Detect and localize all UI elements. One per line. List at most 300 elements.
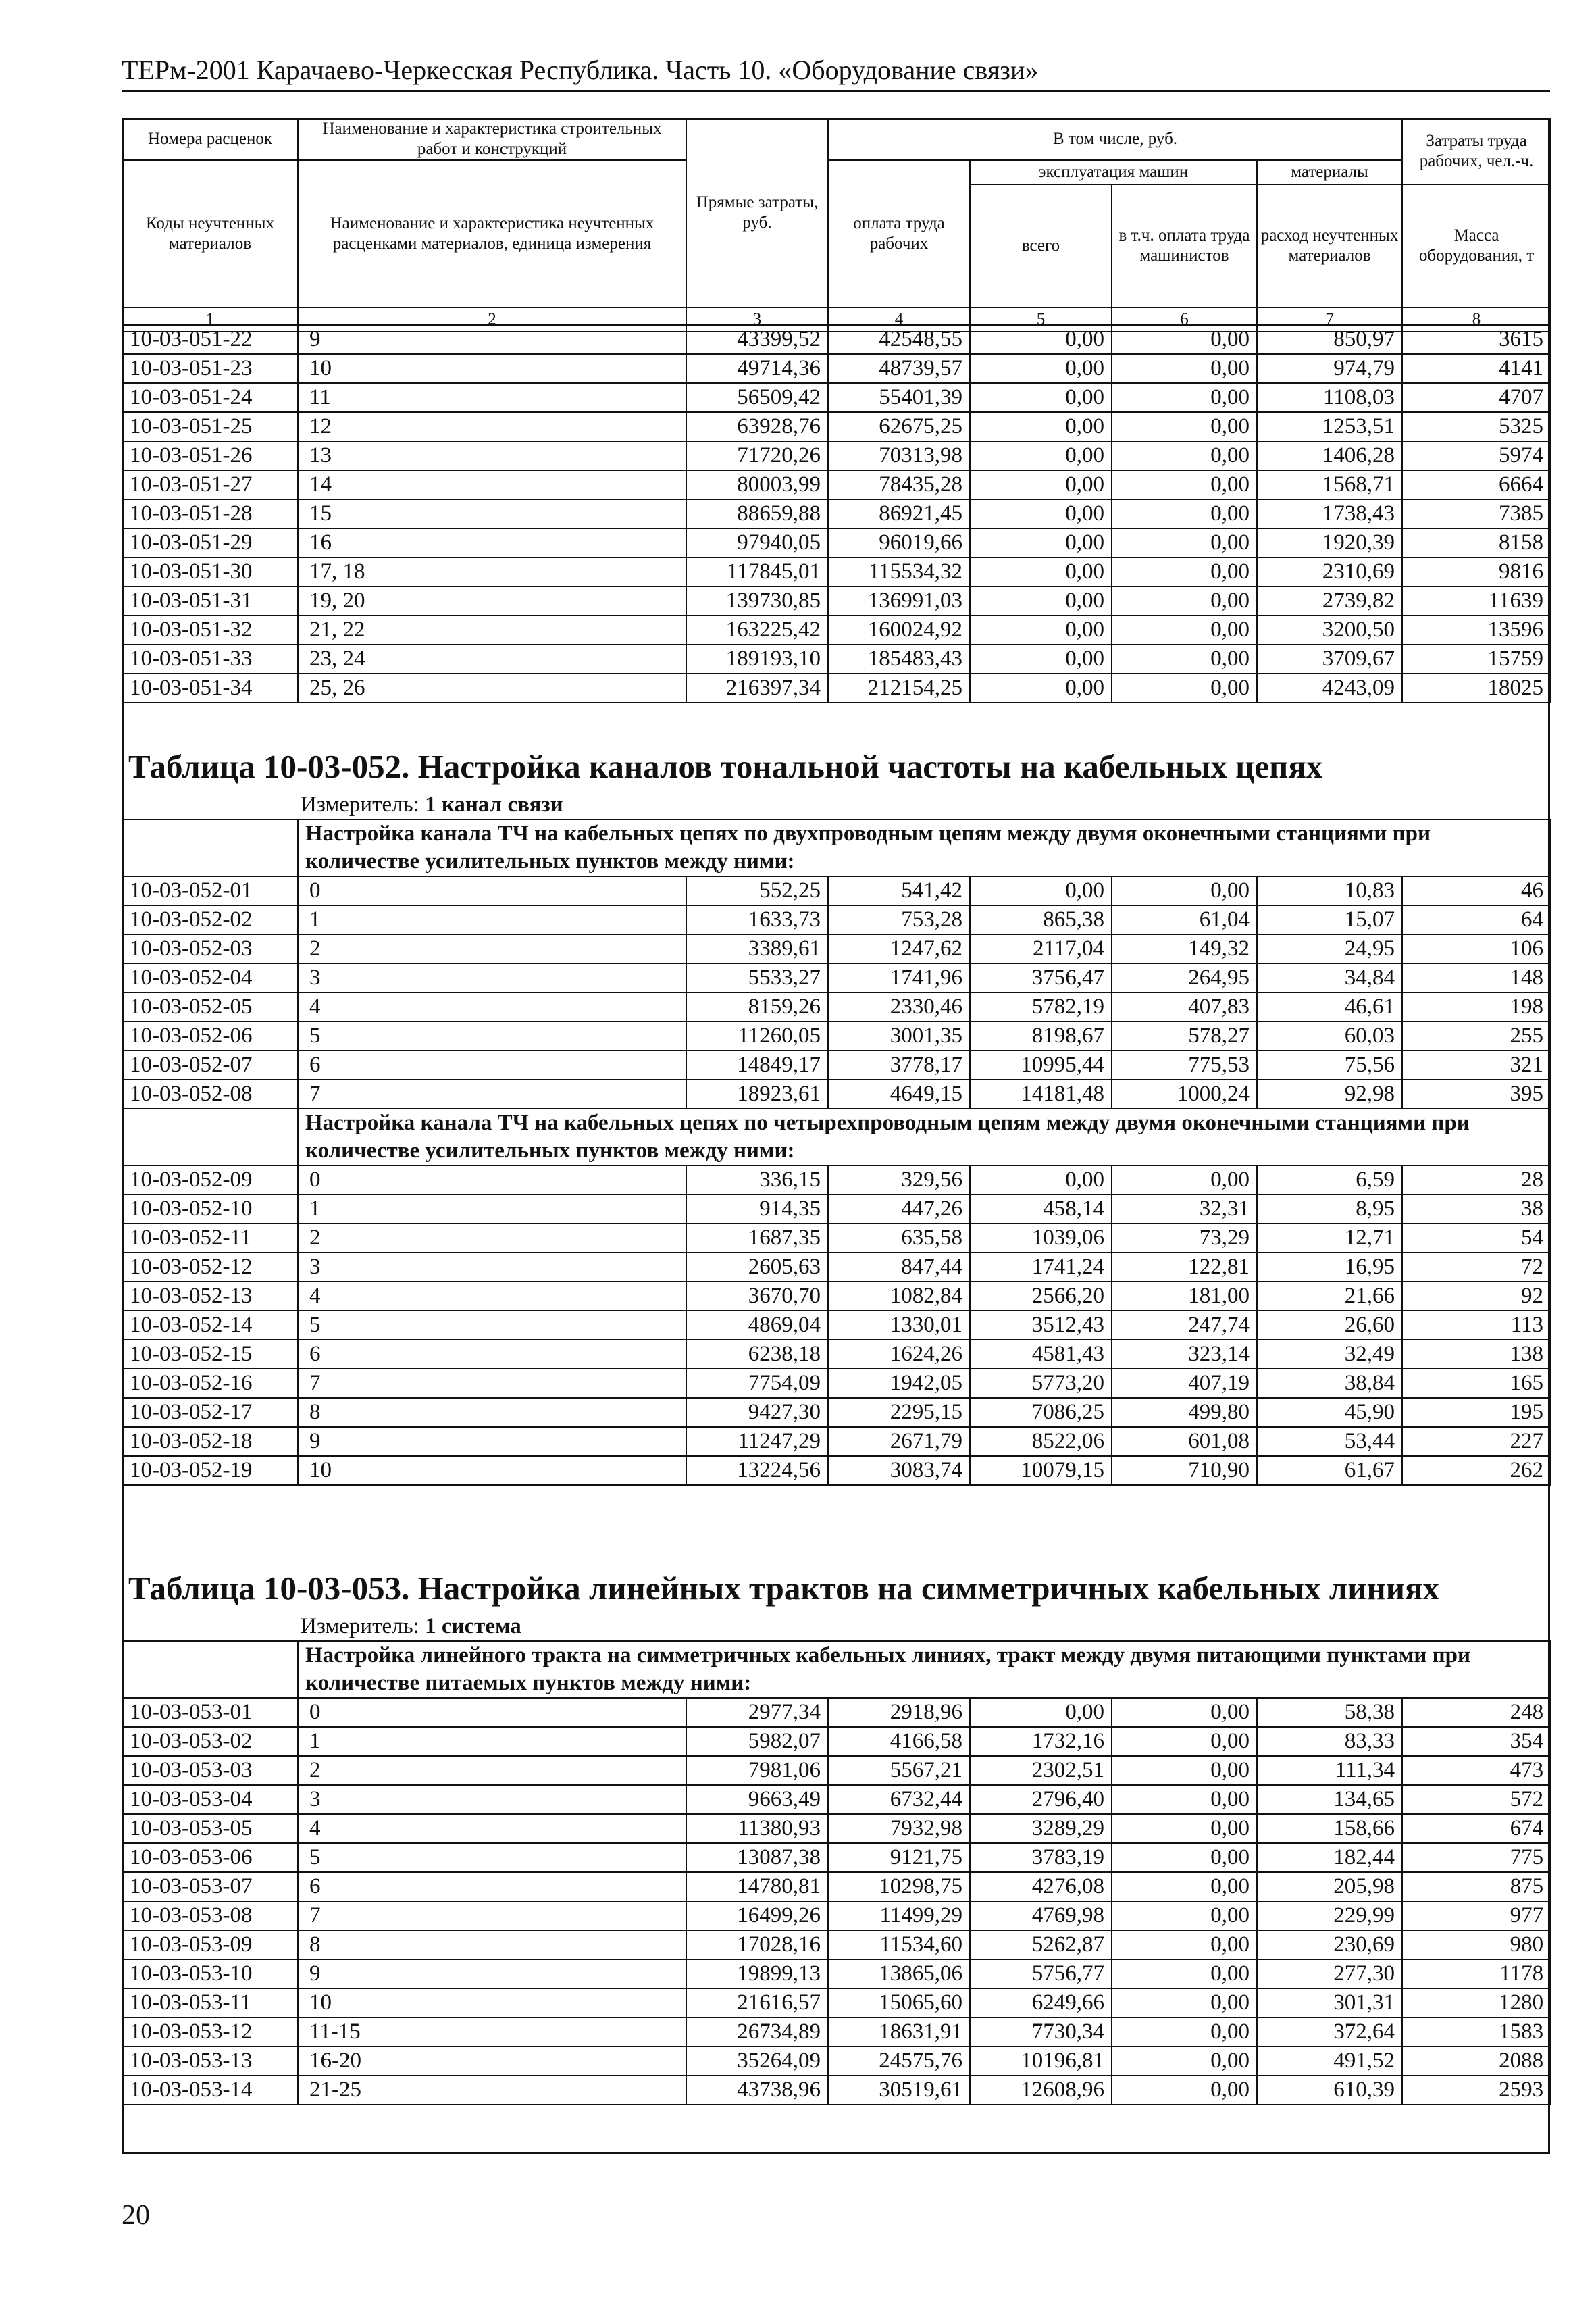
rate-code: 10-03-053-08: [122, 1901, 298, 1930]
value-cell: 0,00: [970, 876, 1112, 905]
value-cell: 4166,58: [828, 1727, 970, 1756]
value-cell: 321: [1402, 1051, 1551, 1080]
value-cell: 0,00: [1112, 876, 1257, 905]
value-cell: 2739,82: [1257, 586, 1402, 615]
page-header: ТЕРм-2001 Карачаево-Черкесская Республика. Часть 10. «Оборудование связи»: [122, 55, 1039, 85]
value-cell: 205,98: [1257, 1872, 1402, 1901]
value-cell: 49714,36: [686, 354, 828, 383]
rate-name: 0: [298, 1165, 686, 1194]
value-cell: 11499,29: [828, 1901, 970, 1930]
value-cell: 0,00: [970, 1698, 1112, 1727]
value-cell: 60,03: [1257, 1022, 1402, 1051]
value-cell: 11247,29: [686, 1427, 828, 1456]
value-cell: 117845,01: [686, 557, 828, 586]
table-row: [122, 963, 1551, 992]
rate-code: 10-03-051-22: [122, 325, 298, 354]
table-row: [122, 1814, 1551, 1843]
value-cell: 499,80: [1112, 1398, 1257, 1427]
table-row: [122, 441, 1551, 470]
value-cell: 4581,43: [970, 1340, 1112, 1369]
value-cell: 160024,92: [828, 615, 970, 645]
table-row: [122, 1194, 1551, 1224]
value-cell: 13224,56: [686, 1456, 828, 1485]
rate-name: 25, 26: [298, 674, 686, 703]
value-cell: 212154,25: [828, 674, 970, 703]
value-cell: 0,00: [1112, 1785, 1257, 1814]
rate-name: 15: [298, 499, 686, 528]
value-cell: 1732,16: [970, 1727, 1112, 1756]
value-cell: 182,44: [1257, 1843, 1402, 1872]
value-cell: 0,00: [970, 412, 1112, 441]
header-num-8: 8: [1402, 307, 1551, 332]
header-machine-operation: эксплуатация машин: [970, 160, 1257, 184]
rate-code: 10-03-052-05: [122, 992, 298, 1022]
value-cell: 97940,05: [686, 528, 828, 557]
value-cell: 7086,25: [970, 1398, 1112, 1427]
value-cell: 18025: [1402, 674, 1551, 703]
value-cell: 0,00: [1112, 2046, 1257, 2076]
value-cell: 5533,27: [686, 963, 828, 992]
value-cell: 11380,93: [686, 1814, 828, 1843]
value-cell: 1942,05: [828, 1369, 970, 1398]
rate-code: 10-03-052-02: [122, 905, 298, 934]
subtitle-spacer: [122, 1109, 298, 1165]
header-rate-numbers: Номера расценок: [122, 118, 298, 160]
rate-code: 10-03-051-33: [122, 645, 298, 674]
value-cell: 1253,51: [1257, 412, 1402, 441]
header-direct-costs: Прямые затраты, руб.: [686, 118, 828, 307]
value-cell: 264,95: [1112, 963, 1257, 992]
rate-name: 6: [298, 1051, 686, 1080]
rate-name: 17, 18: [298, 557, 686, 586]
rate-name: 9: [298, 325, 686, 354]
rate-name: 10: [298, 1456, 686, 1485]
value-cell: 977: [1402, 1901, 1551, 1930]
value-cell: 32,49: [1257, 1340, 1402, 1369]
value-cell: 0,00: [1112, 2017, 1257, 2046]
table-row: [122, 1785, 1551, 1814]
value-cell: 5982,07: [686, 1727, 828, 1756]
rate-code: 10-03-051-32: [122, 615, 298, 645]
value-cell: 0,00: [1112, 557, 1257, 586]
table-row: [122, 2076, 1551, 2105]
value-cell: 1247,62: [828, 934, 970, 963]
measure-label: Измеритель:: [301, 1614, 419, 1638]
table-row: [122, 586, 1551, 615]
table-row: [122, 1930, 1551, 1959]
value-cell: 139730,85: [686, 586, 828, 615]
rate-name: 10: [298, 1988, 686, 2017]
value-cell: 248: [1402, 1698, 1551, 1727]
value-cell: 0,00: [1112, 1901, 1257, 1930]
table-053: [122, 1640, 1551, 2105]
rate-code: 10-03-052-18: [122, 1427, 298, 1456]
rate-code: 10-03-053-01: [122, 1698, 298, 1727]
value-cell: 5782,19: [970, 992, 1112, 1022]
rate-name: 23, 24: [298, 645, 686, 674]
value-cell: 2310,69: [1257, 557, 1402, 586]
value-cell: 70313,98: [828, 441, 970, 470]
table-row: [122, 470, 1551, 499]
table-053-title: Таблица 10-03-053. Настройка линейных трактов на симметричных кабельных линиях: [128, 1569, 1440, 1607]
table-052-section: [122, 743, 1551, 1486]
value-cell: 4707: [1402, 383, 1551, 412]
rate-code: 10-03-052-09: [122, 1165, 298, 1194]
table-row: [122, 1369, 1551, 1398]
value-cell: 15,07: [1257, 905, 1402, 934]
table-row: [122, 1959, 1551, 1988]
value-cell: 1039,06: [970, 1224, 1112, 1253]
value-cell: 2796,40: [970, 1785, 1112, 1814]
header-name-materials: Наименование и характеристика неучтенных расценками материалов, единица измерения: [298, 160, 686, 307]
value-cell: 3389,61: [686, 934, 828, 963]
value-cell: 0,00: [1112, 586, 1257, 615]
table-row: [122, 905, 1551, 934]
value-cell: 2671,79: [828, 1427, 970, 1456]
value-cell: 1280: [1402, 1988, 1551, 2017]
header-num-1: 1: [122, 307, 298, 332]
value-cell: 1687,35: [686, 1224, 828, 1253]
rate-code: 10-03-052-01: [122, 876, 298, 905]
value-cell: 19899,13: [686, 1959, 828, 1988]
value-cell: 8158: [1402, 528, 1551, 557]
rate-code: 10-03-053-02: [122, 1727, 298, 1756]
value-cell: 2593: [1402, 2076, 1551, 2105]
value-cell: 974,79: [1257, 354, 1402, 383]
table-row: [122, 615, 1551, 645]
value-cell: 572: [1402, 1785, 1551, 1814]
value-cell: 88659,88: [686, 499, 828, 528]
value-cell: 610,39: [1257, 2076, 1402, 2105]
value-cell: 775: [1402, 1843, 1551, 1872]
value-cell: 255: [1402, 1022, 1551, 1051]
rate-code: 10-03-052-04: [122, 963, 298, 992]
rate-code: 10-03-052-03: [122, 934, 298, 963]
value-cell: 0,00: [970, 645, 1112, 674]
value-cell: 3783,19: [970, 1843, 1112, 1872]
value-cell: 578,27: [1112, 1022, 1257, 1051]
value-cell: 847,44: [828, 1253, 970, 1282]
value-cell: 3778,17: [828, 1051, 970, 1080]
rate-code: 10-03-053-06: [122, 1843, 298, 1872]
value-cell: 13087,38: [686, 1843, 828, 1872]
value-cell: 46,61: [1257, 992, 1402, 1022]
value-cell: 2302,51: [970, 1756, 1112, 1785]
value-cell: 1406,28: [1257, 441, 1402, 470]
rate-name: 10: [298, 354, 686, 383]
value-cell: 0,00: [1112, 615, 1257, 645]
rate-name: 7: [298, 1080, 686, 1109]
value-cell: 64: [1402, 905, 1551, 934]
value-cell: 86921,45: [828, 499, 970, 528]
measure-label: Измеритель:: [301, 793, 419, 817]
rate-name: 16-20: [298, 2046, 686, 2076]
rate-code: 10-03-053-10: [122, 1959, 298, 1988]
value-cell: 136991,03: [828, 586, 970, 615]
value-cell: 447,26: [828, 1194, 970, 1224]
header-num-5: 5: [970, 307, 1112, 332]
measure-value: 1 канал связи: [425, 793, 563, 817]
value-cell: 165: [1402, 1369, 1551, 1398]
rate-code: 10-03-051-29: [122, 528, 298, 557]
value-cell: 11534,60: [828, 1930, 970, 1959]
value-cell: 16,95: [1257, 1253, 1402, 1282]
rate-name: 9: [298, 1427, 686, 1456]
value-cell: 6732,44: [828, 1785, 970, 1814]
value-cell: 0,00: [970, 325, 1112, 354]
value-cell: 16499,26: [686, 1901, 828, 1930]
value-cell: 8522,06: [970, 1427, 1112, 1456]
value-cell: 9816: [1402, 557, 1551, 586]
value-cell: 21,66: [1257, 1282, 1402, 1311]
rate-name: 5: [298, 1022, 686, 1051]
value-cell: 10,83: [1257, 876, 1402, 905]
value-cell: 914,35: [686, 1194, 828, 1224]
value-cell: 3756,47: [970, 963, 1112, 992]
value-cell: 4243,09: [1257, 674, 1402, 703]
value-cell: 92,98: [1257, 1080, 1402, 1109]
value-cell: 0,00: [970, 354, 1112, 383]
value-cell: 149,32: [1112, 934, 1257, 963]
value-cell: 3289,29: [970, 1814, 1112, 1843]
value-cell: 38: [1402, 1194, 1551, 1224]
value-cell: 980: [1402, 1930, 1551, 1959]
table-row: [122, 876, 1551, 905]
value-cell: 5262,87: [970, 1930, 1112, 1959]
value-cell: 329,56: [828, 1165, 970, 1194]
value-cell: 0,00: [1112, 1930, 1257, 1959]
value-cell: 0,00: [1112, 1756, 1257, 1785]
value-cell: 18923,61: [686, 1080, 828, 1109]
value-cell: 407,19: [1112, 1369, 1257, 1398]
value-cell: 5773,20: [970, 1369, 1112, 1398]
table-row: [122, 1224, 1551, 1253]
rate-name: 21, 22: [298, 615, 686, 645]
header-mass: Масса оборудования, т: [1402, 184, 1551, 307]
rate-code: 10-03-052-10: [122, 1194, 298, 1224]
value-cell: 92: [1402, 1282, 1551, 1311]
value-cell: 491,52: [1257, 2046, 1402, 2076]
header-num-2: 2: [298, 307, 686, 332]
value-cell: 7730,34: [970, 2017, 1112, 2046]
value-cell: 0,00: [1112, 441, 1257, 470]
header-num-7: 7: [1257, 307, 1402, 332]
value-cell: 38,84: [1257, 1369, 1402, 1398]
value-cell: 14780,81: [686, 1872, 828, 1901]
value-cell: 62675,25: [828, 412, 970, 441]
value-cell: 24,95: [1257, 934, 1402, 963]
table-row: [122, 1988, 1551, 2017]
value-cell: 0,00: [1112, 528, 1257, 557]
rate-code: 10-03-053-03: [122, 1756, 298, 1785]
value-cell: 148: [1402, 963, 1551, 992]
value-cell: 7981,06: [686, 1756, 828, 1785]
rate-name: 21-25: [298, 2076, 686, 2105]
value-cell: 865,38: [970, 905, 1112, 934]
table-row: [122, 1901, 1551, 1930]
rate-name: 4: [298, 992, 686, 1022]
value-cell: 1178: [1402, 1959, 1551, 1988]
value-cell: 0,00: [1112, 354, 1257, 383]
table-row: [122, 2017, 1551, 2046]
value-cell: 158,66: [1257, 1814, 1402, 1843]
value-cell: 247,74: [1112, 1311, 1257, 1340]
value-cell: 407,83: [1112, 992, 1257, 1022]
table-row: [122, 1456, 1551, 1485]
value-cell: 635,58: [828, 1224, 970, 1253]
rate-name: 8: [298, 1398, 686, 1427]
rate-code: 10-03-051-30: [122, 557, 298, 586]
value-cell: 1624,26: [828, 1340, 970, 1369]
rate-name: 6: [298, 1340, 686, 1369]
table-row: [122, 645, 1551, 674]
rate-name: 13: [298, 441, 686, 470]
value-cell: 3512,43: [970, 1311, 1112, 1340]
rate-name: 19, 20: [298, 586, 686, 615]
value-cell: 8198,67: [970, 1022, 1112, 1051]
value-cell: 2295,15: [828, 1398, 970, 1427]
rate-name: 14: [298, 470, 686, 499]
value-cell: 552,25: [686, 876, 828, 905]
value-cell: 0,00: [1112, 1727, 1257, 1756]
value-cell: 12608,96: [970, 2076, 1112, 2105]
header-num-4: 4: [828, 307, 970, 332]
value-cell: 0,00: [970, 557, 1112, 586]
table-row: [122, 1872, 1551, 1901]
table-row: [122, 2046, 1551, 2076]
rate-name: 11: [298, 383, 686, 412]
value-cell: 6238,18: [686, 1340, 828, 1369]
rate-code: 10-03-051-28: [122, 499, 298, 528]
value-cell: 7932,98: [828, 1814, 970, 1843]
value-cell: 0,00: [970, 586, 1112, 615]
value-cell: 43738,96: [686, 2076, 828, 2105]
value-cell: 4276,08: [970, 1872, 1112, 1901]
value-cell: 301,31: [1257, 1988, 1402, 2017]
value-cell: 181,00: [1112, 1282, 1257, 1311]
table-row: [122, 674, 1551, 703]
value-cell: 323,14: [1112, 1340, 1257, 1369]
value-cell: 189193,10: [686, 645, 828, 674]
value-cell: 0,00: [1112, 499, 1257, 528]
value-cell: 541,42: [828, 876, 970, 905]
rate-code: 10-03-052-07: [122, 1051, 298, 1080]
rate-name: 3: [298, 1785, 686, 1814]
table-row: [122, 499, 1551, 528]
rate-code: 10-03-052-12: [122, 1253, 298, 1282]
value-cell: 0,00: [1112, 1959, 1257, 1988]
header-workers-pay: оплата труда рабочих: [828, 160, 970, 307]
value-cell: 43399,52: [686, 325, 828, 354]
value-cell: 227: [1402, 1427, 1551, 1456]
value-cell: 395: [1402, 1080, 1551, 1109]
value-cell: 61,67: [1257, 1456, 1402, 1485]
rate-code: 10-03-053-12: [122, 2017, 298, 2046]
value-cell: 2330,46: [828, 992, 970, 1022]
table-052-title: Таблица 10-03-052. Настройка каналов тональной частоты на кабельных цепях: [128, 748, 1323, 785]
value-cell: 2566,20: [970, 1282, 1112, 1311]
value-cell: 10995,44: [970, 1051, 1112, 1080]
value-cell: 18631,91: [828, 2017, 970, 2046]
rate-name: 1: [298, 905, 686, 934]
value-cell: 1000,24: [1112, 1080, 1257, 1109]
value-cell: 14181,48: [970, 1080, 1112, 1109]
rate-code: 10-03-052-14: [122, 1311, 298, 1340]
value-cell: 775,53: [1112, 1051, 1257, 1080]
header-rule: [122, 90, 1550, 92]
table-row: [122, 1080, 1551, 1109]
value-cell: 15065,60: [828, 1988, 970, 2017]
value-cell: 30519,61: [828, 2076, 970, 2105]
value-cell: 3709,67: [1257, 645, 1402, 674]
value-cell: 115534,32: [828, 557, 970, 586]
value-cell: 195: [1402, 1398, 1551, 1427]
table-052: [122, 819, 1551, 1486]
value-cell: 0,00: [1112, 383, 1257, 412]
value-cell: 850,97: [1257, 325, 1402, 354]
rate-code: 10-03-051-23: [122, 354, 298, 383]
value-cell: 46: [1402, 876, 1551, 905]
rate-name: 5: [298, 1843, 686, 1872]
rate-name: 3: [298, 963, 686, 992]
value-cell: 4769,98: [970, 1901, 1112, 1930]
table-053-measure: [122, 1612, 1551, 1640]
value-cell: 229,99: [1257, 1901, 1402, 1930]
table-row: [122, 325, 1551, 354]
rate-name: 7: [298, 1901, 686, 1930]
table-row: [122, 1051, 1551, 1080]
value-cell: 674: [1402, 1814, 1551, 1843]
rate-code: 10-03-052-15: [122, 1340, 298, 1369]
rate-code: 10-03-053-14: [122, 2076, 298, 2105]
value-cell: 106: [1402, 934, 1551, 963]
value-cell: 185483,43: [828, 645, 970, 674]
rate-code: 10-03-053-09: [122, 1930, 298, 1959]
value-cell: 21616,57: [686, 1988, 828, 2017]
value-cell: 17028,16: [686, 1930, 828, 1959]
table-row: [122, 1311, 1551, 1340]
value-cell: 5974: [1402, 441, 1551, 470]
value-cell: 4141: [1402, 354, 1551, 383]
table-row: [122, 354, 1551, 383]
rate-name: 1: [298, 1194, 686, 1224]
value-cell: 134,65: [1257, 1785, 1402, 1814]
value-cell: 58,38: [1257, 1698, 1402, 1727]
value-cell: 0,00: [970, 1165, 1112, 1194]
value-cell: 113: [1402, 1311, 1551, 1340]
header-material-consumption: расход неучтенных материалов: [1257, 184, 1402, 307]
value-cell: 34,84: [1257, 963, 1402, 992]
value-cell: 80003,99: [686, 470, 828, 499]
value-cell: 6,59: [1257, 1165, 1402, 1194]
value-cell: 26,60: [1257, 1311, 1402, 1340]
table-row: [122, 1727, 1551, 1756]
value-cell: 28: [1402, 1165, 1551, 1194]
value-cell: 45,90: [1257, 1398, 1402, 1427]
rate-name: 5: [298, 1311, 686, 1340]
rate-name: 0: [298, 1698, 686, 1727]
value-cell: 3001,35: [828, 1022, 970, 1051]
value-cell: 8159,26: [686, 992, 828, 1022]
rate-code: 10-03-051-31: [122, 586, 298, 615]
value-cell: 3200,50: [1257, 615, 1402, 645]
value-cell: 1741,96: [828, 963, 970, 992]
value-cell: 2605,63: [686, 1253, 828, 1282]
value-cell: 0,00: [1112, 1698, 1257, 1727]
table-052-subtitle-1: Настройка канала ТЧ на кабельных цепях по двухпроводным цепям между двумя оконечными станциями при количестве усилительных пунктов между ними:: [298, 820, 1551, 876]
rate-name: 8: [298, 1930, 686, 1959]
table-051: [122, 324, 1551, 703]
